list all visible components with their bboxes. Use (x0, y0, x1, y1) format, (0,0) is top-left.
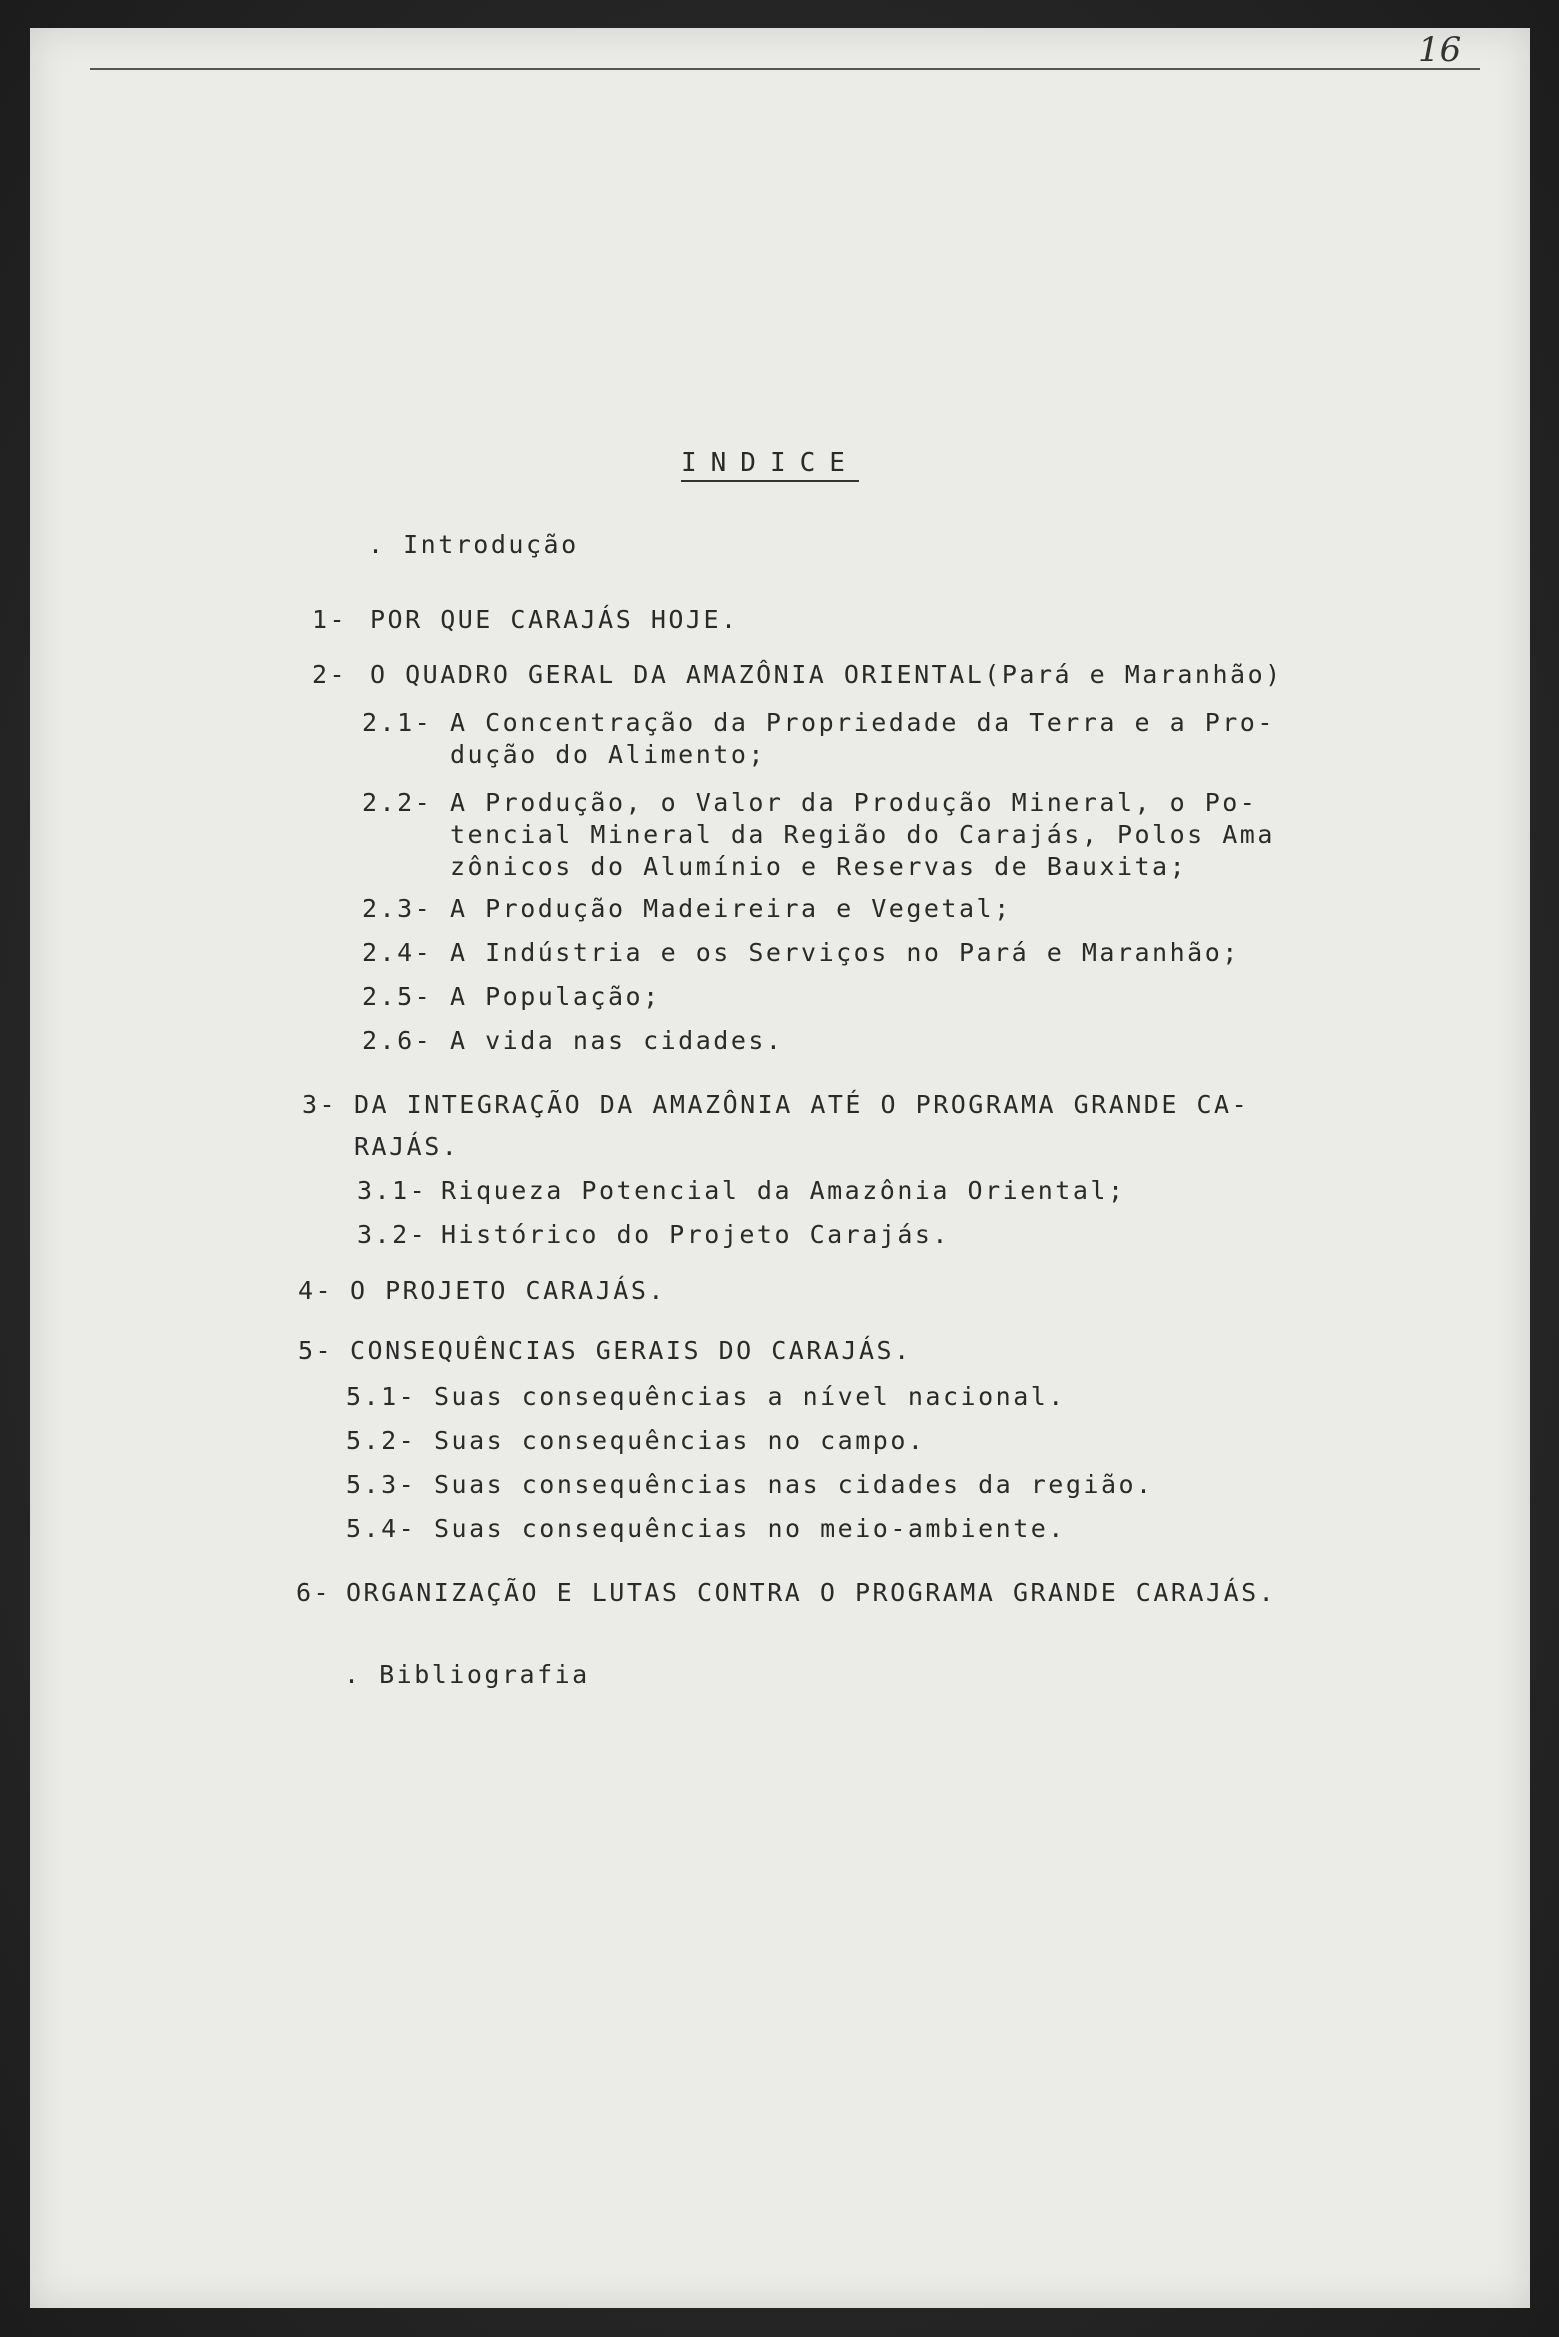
toc-entry-5-1: 5.1- Suas consequências a nível nacional. (346, 1382, 1066, 1411)
toc-entry-2-1-cont: dução do Alimento; (450, 740, 766, 769)
toc-entry-2: 2- O QUADRO GERAL DA AMAZÔNIA ORIENTAL(Pará e Maranhão) (312, 660, 1283, 689)
toc-entry-5-4: 5.4- Suas consequências no meio-ambiente. (346, 1514, 1066, 1543)
document-page (30, 28, 1530, 2308)
bibliography-entry: . Bibliografia (344, 1660, 590, 1689)
toc-entry-2-2-cont: tencial Mineral da Região do Carajás, Polos Ama (450, 820, 1275, 849)
toc-entry-5-3: 5.3- Suas consequências nas cidades da região. (346, 1470, 1154, 1499)
top-rule (90, 68, 1480, 70)
page-title: INDICE (681, 448, 859, 482)
toc-entry-3-2: 3.2- Histórico do Projeto Carajás. (357, 1220, 950, 1249)
toc-entry-2-4: 2.4- A Indústria e os Serviços no Pará e Maranhão; (362, 938, 1240, 967)
toc-entry-2-6: 2.6- A vida nas cidades. (362, 1026, 784, 1055)
toc-entry-4: 4- O PROJETO CARAJÁS. (298, 1276, 666, 1305)
toc-entry-2-2-cont: zônicos do Alumínio e Reservas de Bauxita; (450, 852, 1188, 881)
toc-entry-5-2: 5.2- Suas consequências no campo. (346, 1426, 926, 1455)
page-number: 16 (1418, 30, 1462, 70)
toc-entry-2-2: 2.2- A Produção, o Valor da Produção Mineral, o Po- (362, 788, 1258, 817)
toc-entry-6: 6- ORGANIZAÇÃO E LUTAS CONTRA O PROGRAMA GRANDE CARAJÁS. (296, 1578, 1277, 1607)
toc-entry-3-1: 3.1- Riqueza Potencial da Amazônia Oriental; (357, 1176, 1126, 1205)
toc-entry-2-3: 2.3- A Produção Madeireira e Vegetal; (362, 894, 1012, 923)
toc-entry-3: 3- DA INTEGRAÇÃO DA AMAZÔNIA ATÉ O PROGRAMA GRANDE CA- (302, 1090, 1250, 1119)
toc-entry-3-cont: RAJÁS. (354, 1132, 460, 1161)
toc-entry-5: 5- CONSEQUÊNCIAS GERAIS DO CARAJÁS. (298, 1336, 912, 1365)
toc-entry-2-5: 2.5- A População; (362, 982, 661, 1011)
intro-entry: . Introdução (368, 530, 579, 559)
toc-entry-1: 1- POR QUE CARAJÁS HOJE. (312, 605, 739, 634)
toc-entry-2-1: 2.1- A Concentração da Propriedade da Terra e a Pro- (362, 708, 1275, 737)
